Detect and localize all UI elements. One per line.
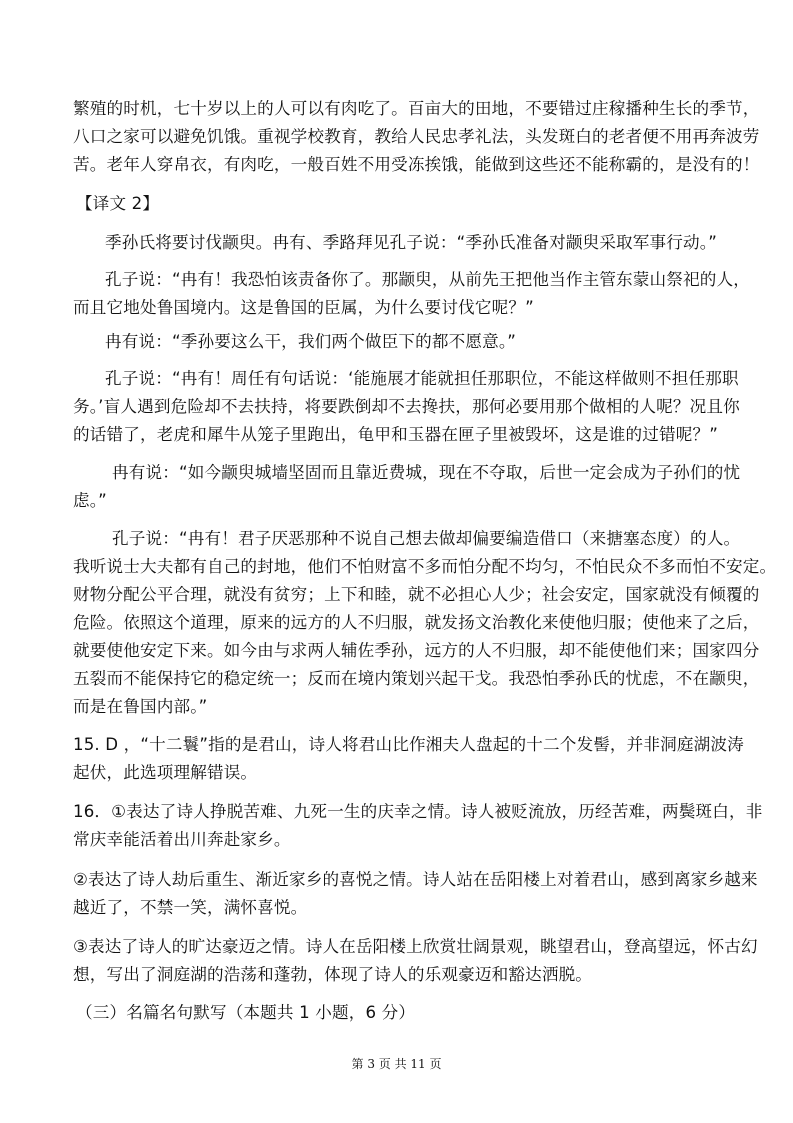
translation1-line-2: 八口之家可以避免饥饿。重视学校教育，教给人民忠孝礼法，头发斑白的老者便不用再奔波劳: [73, 127, 760, 146]
section-heading-3: （三）名篇名句默写（本题共 1 小题，6 分）: [76, 1003, 416, 1022]
translation2-para6-line-6: 五裂而不能保持它的稳定统一；反而在境内策划兴起干戈。我恐怕季孙氏的忧虑，不在颛臾，: [73, 669, 760, 688]
answer-16-point2-line-2: 越近了，不禁一笑，满怀喜悦。: [73, 898, 308, 917]
translation2-para5-line-1: 冉有说：“如今颛臾城墙坚固而且靠近费城，现在不夺取，后世一定会成为子孙们的忧: [112, 463, 741, 482]
translation2-para2-line-1: 孔子说：“冉有！我恐怕该责备你了。那颛臾，从前先王把他当作主管东蒙山祭祀的人，: [105, 270, 751, 289]
translation1-line-1: 繁殖的时机，七十岁以上的人可以有肉吃了。百亩大的田地，不要错过庄稼播种生长的季节，: [73, 99, 760, 118]
translation2-para5-line-2: 虑。”: [73, 491, 107, 510]
page-footer: 第 3 页 共 11 页: [351, 1057, 442, 1071]
translation2-para6-line-2: 我听说士大夫都有自己的封地，他们不怕财富不多而怕分配不均匀，不怕民众不多而怕不安定。: [73, 557, 777, 576]
translation2-para6-line-7: 而是在鲁国内部。”: [73, 697, 208, 716]
translation2-para2-line-2: 而且它地处鲁国境内。这是鲁国的臣属，为什么要讨伐它呢？”: [73, 298, 534, 317]
answer-16-line-2: 常庆幸能活着出川奔赴家乡。: [73, 830, 291, 849]
translation2-para6-line-4: 危险。依照这个道理，原来的远方的人不归服，就发扬文治教化来使他归服；使他来了之后，: [73, 613, 760, 632]
translation2-heading: 【译文 2】: [76, 194, 160, 213]
answer-16-point3-line-1: ③表达了诗人的旷达豪迈之情。诗人在岳阳楼上欣赏壮阔景观，眺望君山，登高望远，怀古幻: [73, 937, 758, 956]
translation2-para1-line-1: 季孙氏将要讨伐颛臾。冉有、季路拜见孔子说：“季孙氏准备对颛臾采取军事行动。”: [105, 233, 717, 252]
answer-15-line-2: 起伏，此选项理解错误。: [73, 763, 258, 782]
translation2-para4-line-2: 务。’盲人遇到危险却不去扶持，将要跌倒却不去搀扶，那何必要用那个做相的人呢？况且你: [73, 397, 740, 416]
translation2-para6-line-3: 财物分配公平合理，就没有贫穷；上下和睦，就不必担心人少；社会安定，国家就没有倾覆的: [73, 585, 760, 604]
answer-16-point2-line-1: ②表达了诗人劫后重生、渐近家乡的喜悦之情。诗人站在岳阳楼上对着君山，感到离家乡越来: [73, 870, 758, 889]
translation1-line-3: 苦。老年人穿帛衣，有肉吃，一般百姓不用受冻挨饿，能做到这些还不能称霸的，是没有的！: [73, 155, 760, 174]
translation2-para6-line-1: 孔子说：“冉有！君子厌恶那种不说自己想去做却偏要编造借口（来搪塞态度）的人。: [112, 529, 741, 548]
translation2-para6-line-5: 就要使他安定下来。如今由与求两人辅佐季孙，远方的人不归服，却不能使他们来；国家四分: [73, 641, 760, 660]
answer-16-point3-line-2: 想，写出了洞庭湖的浩荡和蓬勃，体现了诗人的乐观豪迈和豁达洒脱。: [73, 965, 593, 984]
translation2-para4-line-3: 的话错了，老虎和犀牛从笼子里跑出，龟甲和玉器在匣子里被毁坏，这是谁的过错呢？”: [73, 425, 719, 444]
answer-16-line-1: 16．①表达了诗人挣脱苦难、九死一生的庆幸之情。诗人被贬流放，历经苦难，两鬓斑白，非: [73, 802, 763, 821]
answer-15-line-1: 15. D ，“十二鬟”指的是君山，诗人将君山比作湘夫人盘起的十二个发髻，并非洞庭湖波涛: [73, 735, 744, 754]
translation2-para3-line-1: 冉有说：“季孙要这么干，我们两个做臣下的都不愿意。”: [105, 332, 517, 351]
translation2-para4-line-1: 孔子说：“冉有！周任有句话说：‘能施展才能就担任那职位，不能这样做则不担任那职: [105, 369, 739, 388]
